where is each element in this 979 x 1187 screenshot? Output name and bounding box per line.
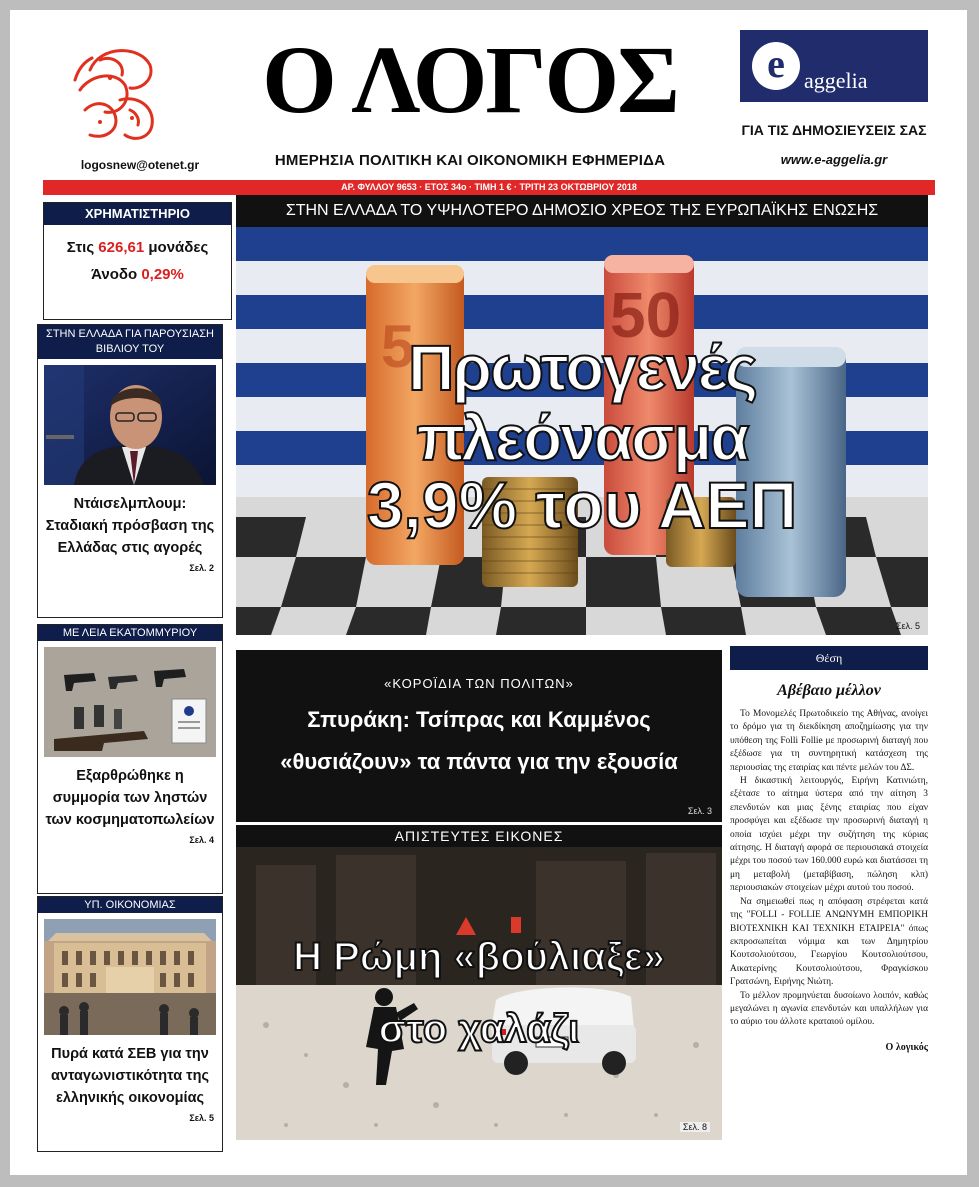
seized-weapons-photo [44, 647, 216, 757]
contact-email: logosnew@otenet.gr [80, 158, 200, 172]
lead-story-headline-line2: 3,9% του ΑΕΠ [366, 468, 798, 542]
stock-heading: ΧΡΗΜΑΤΙΣΤΗΡΙΟ [44, 203, 231, 225]
stock-index-value: 626,61 [98, 239, 145, 256]
newspaper-front-page [10, 10, 967, 1175]
lead-story-headline-line1: Πρωτογενές πλεόνασμα [408, 332, 756, 474]
side-story-headline: Πυρά κατά ΣΕΒ για την ανταγωνιστικότητα της ελληνικής οικονομίας [50, 1046, 210, 1106]
opinion-tag: Θέση [730, 646, 928, 670]
dijsselbloem-photo [44, 365, 216, 485]
side-story-kicker: ΜΕ ΛΕΙΑ ΕΚΑΤΟΜΜΥΡΙΟΥ [38, 625, 222, 641]
stock-index-suffix: μονάδες [144, 239, 209, 256]
page-reference: Σελ. 2 [189, 563, 214, 573]
side-story-headline: Ντάισελμπλουμ: Σταδιακή πρόσβαση της Ελλάδας στις αγορές [45, 496, 215, 556]
stock-change-prefix: Άνοδο [91, 266, 142, 283]
hail-street-photo [236, 825, 722, 1140]
ad-url[interactable]: www.e-aggelia.gr [780, 152, 888, 167]
page-reference: Σελ. 8 [680, 1122, 710, 1132]
story-kicker: «ΚΟΡΟΪΔΙΑ ΤΩΝ ΠΟΛΙΤΩΝ» [384, 676, 574, 691]
e-aggelia-logo-icon: e [752, 42, 800, 90]
masthead-title: Ο ΛΟΓΟΣ [262, 26, 678, 133]
lead-story[interactable] [236, 195, 928, 635]
ad-tagline: ΓΙΑ ΤΙΣ ΔΗΜΟΣΙΕΥΣΕΙΣ ΣΑΣ [741, 122, 927, 138]
lead-story-kicker: ΣΤΗΝ ΕΛΛΑΔΑ ΤΟ ΥΨΗΛΟΤΕΡΟ ΔΗΜΟΣΙΟ ΧΡΕΟΣ ΤΗΣ ΕΥΡΩΠΑΪΚΗΣ ΕΝΩΣΗΣ [236, 195, 928, 227]
story-headline-line2: «θυσιάζουν» τα πάντα για την εξουσία [280, 749, 678, 774]
opinion-paragraph: Να σημειωθεί πως η απόφαση στρέφεται κατά της "FOLLI - FOLLIE ΑΝΩΝΥΜΗ ΕΜΠΟΡΙΚΗ ΒΙΟΤΕΧΝΙΚΗ ΚΑΙ ΤΕΧΝΙΚΗ ΕΤΑΙΡΕΙΑ" όπως εκπροσωπείται νόμιμα και των Δημητρίου Κουτσολιούτσου, Γεωργίου Κουτσολιούτσου, Αικατερίνης Κουτσολιούτσου, Φραγκίσκου Γρατσώνη, Ειρήνης Νιώτη. [730, 896, 928, 988]
page-reference: Σελ. 5 [895, 621, 920, 631]
story-headline-line1: Σπυράκη: Τσίπρας και Καμμένος [307, 707, 651, 732]
svg-text:50: 50 [610, 279, 682, 351]
side-story-kicker: ΣΤΗΝ ΕΛΛΑΔΑ ΓΙΑ ΠΑΡΟΥΣΙΑΣΗ ΒΙΒΛΙΟΥ ΤΟΥ [38, 325, 222, 359]
e-aggelia-wordmark: aggelia [804, 68, 868, 93]
story-headline-line1: Η Ρώμη «βούλιαξε» [293, 935, 665, 979]
story-headline-line2: στο χαλάζι [378, 1007, 580, 1051]
stock-change-line [44, 266, 231, 283]
opinion-paragraph: Το Μονομελές Πρωτοδικείο της Αθήνας, ανοίγει το δρόμο για τη διεκδίκηση αποζημίωσης για την υπόθεση της Folli Follie με προσωρινή διαταγή που εξέδωσε για τη συντηρητική κατάσχεση της περιουσίας της εταιρίας και πέντε μελών του ΔΣ. [730, 709, 928, 773]
stock-market-box [43, 202, 232, 320]
story-spyraki[interactable] [236, 650, 722, 822]
side-story-kicker: ΥΠ. ΟΙΚΟΝΟΜΙΑΣ [38, 897, 222, 913]
masthead-subtitle: ΗΜΕΡΗΣΙΑ ΠΟΛΙΤΙΚΗ ΚΑΙ ΟΙΚΟΝΟΜΙΚΗ ΕΦΗΜΕΡΙΔΑ [274, 152, 666, 169]
side-story-robbers[interactable] [37, 624, 223, 894]
stock-change-value: 0,29% [141, 266, 184, 283]
opinion-paragraph: Το μέλλον προμηνύεται δυσοίωνο λοιπόν, καθώς μεγαλώνει η αγωνία επενδυτών και υπαλλήλων για το αύριο του άλλοτε κραταιού ομίλου. [730, 990, 928, 1028]
stock-index-line [44, 239, 231, 256]
side-story-sev[interactable] [37, 896, 223, 1152]
side-story-headline: Εξαρθρώθηκε η συμμορία των ληστών των κοσμηματοπωλείων [45, 768, 215, 828]
issue-info-bar: ΑΡ. ΦΥΛΛΟΥ 9653 · ΕΤΟΣ 34ο · ΤΙΜΗ 1 € · ΤΡΙΤΗ 23 ΟΚΤΩΒΡΙΟΥ 2018 [43, 180, 935, 195]
story-rome-hail[interactable] [236, 825, 722, 1140]
side-story-dijsselbloem[interactable] [37, 324, 223, 618]
page-reference: Σελ. 5 [189, 1113, 214, 1123]
story-kicker: ΑΠΙΣΤΕΥΤΕΣ ΕΙΚΟΝΕΣ [236, 825, 722, 847]
page-reference: Σελ. 4 [189, 835, 214, 845]
e-aggelia-ad[interactable] [740, 30, 928, 102]
opinion-column[interactable] [730, 646, 928, 1053]
opinion-paragraph: Η δικαστική λειτουργός, Ειρήνη Κατινιώτη, εξέτασε το αίτημα ύστερα από την αίτηση 3 επενδυτών και μιας ξένης εταιρίας που είχαν προσφύγει και εξέδωσε την προσωρινή διαταγή η οποία ισχύει μέχρι την συζήτηση της κύριας αίτησης. Η διαταγή αφορά σε περιουσιακά στοιχεία μέχρι του ποσού των 160.000 ευρώ και διατάσσει τη μη μεταβολή (μεταβίβαση, πώληση κλπ) περιουσιακών στοιχείων μέχρι αυτού του ποσού. [730, 776, 928, 894]
opinion-title: Αβέβαιο μέλλον [777, 682, 881, 699]
logo-illustration [70, 40, 166, 148]
stock-index-prefix: Στις [66, 239, 99, 256]
opinion-signature: Ο λογικός [885, 1041, 928, 1053]
svg-text:5: 5 [381, 313, 415, 380]
page-reference: Σελ. 3 [687, 806, 712, 816]
opinion-body [730, 708, 928, 1030]
parliament-photo [44, 919, 216, 1035]
